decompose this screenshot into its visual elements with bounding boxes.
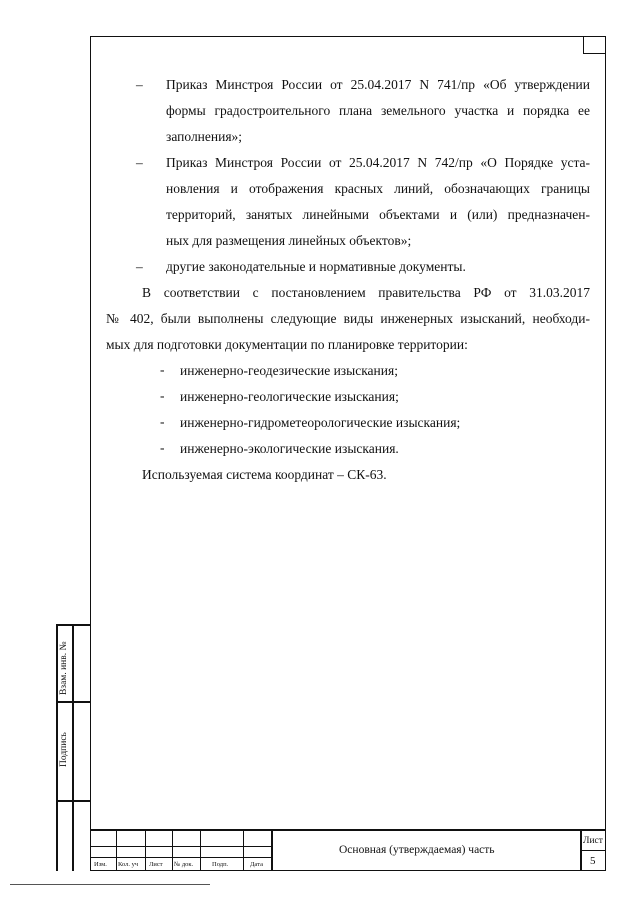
sheet-label: Лист [583, 836, 603, 846]
survey-item: инженерно-геодезические изыскания; [180, 363, 398, 378]
paragraph-line: мых для подготовки документации по планировке территории: [106, 337, 468, 352]
list-item-line: Приказ Минстроя России от 25.04.2017 N 742/пр «О Порядке уста- [166, 155, 590, 170]
stamp-col-podp: Подп. [212, 861, 229, 868]
survey-hyphen: - [160, 388, 165, 403]
list-item-line: заполнения»; [166, 129, 243, 144]
paragraph-line: № 402, были выполнены следующие виды инженерных изысканий, необходи- [106, 311, 590, 326]
survey-item: инженерно-гидрометеорологические изыскания; [180, 415, 461, 430]
list-item-line: новления и отображения красных линий, обозначающих границы [166, 181, 590, 196]
stamp-title: Основная (утверждаемая) часть [339, 844, 495, 856]
list-item-line: территорий, занятых линейными объектами и (или) предназначен- [166, 207, 590, 222]
stamp-col-list: Лист [149, 861, 163, 868]
stamp-col-data: Дата [250, 861, 263, 868]
podpis-label: Подпись [59, 732, 69, 767]
survey-hyphen: - [160, 440, 165, 455]
list-item-line: Приказ Минстроя России от 25.04.2017 N 741/пр «Об утверждении [166, 77, 590, 92]
list-item-line: формы градостроительного плана земельного участка и порядка ее [166, 103, 590, 118]
stamp-col-kol-uch: Кол. уч [118, 861, 139, 868]
stamp-col-izm: Изм. [94, 861, 107, 868]
survey-hyphen: - [160, 362, 165, 377]
list-item-line: другие законодательные и нормативные документы. [166, 259, 466, 274]
corner-box [583, 36, 606, 54]
list-dash: – [136, 155, 143, 170]
survey-hyphen: - [160, 414, 165, 429]
stamp-col-ndok: № док. [174, 861, 194, 868]
sheet-number: 5 [590, 855, 596, 867]
survey-item: инженерно-экологические изыскания. [180, 441, 399, 456]
list-dash: – [136, 77, 143, 92]
coord-system-line: Используемая система координат – СК-63. [142, 467, 387, 482]
vzam-label: Взам. инв. № [59, 641, 69, 695]
paragraph-line: В соответствии с постановлением правительства РФ от 31.03.2017 [142, 285, 590, 300]
list-dash: – [136, 259, 143, 274]
bottom-rule [10, 884, 210, 885]
list-item-line: ных для размещения линейных объектов»; [166, 233, 412, 248]
survey-item: инженерно-геологические изыскания; [180, 389, 399, 404]
